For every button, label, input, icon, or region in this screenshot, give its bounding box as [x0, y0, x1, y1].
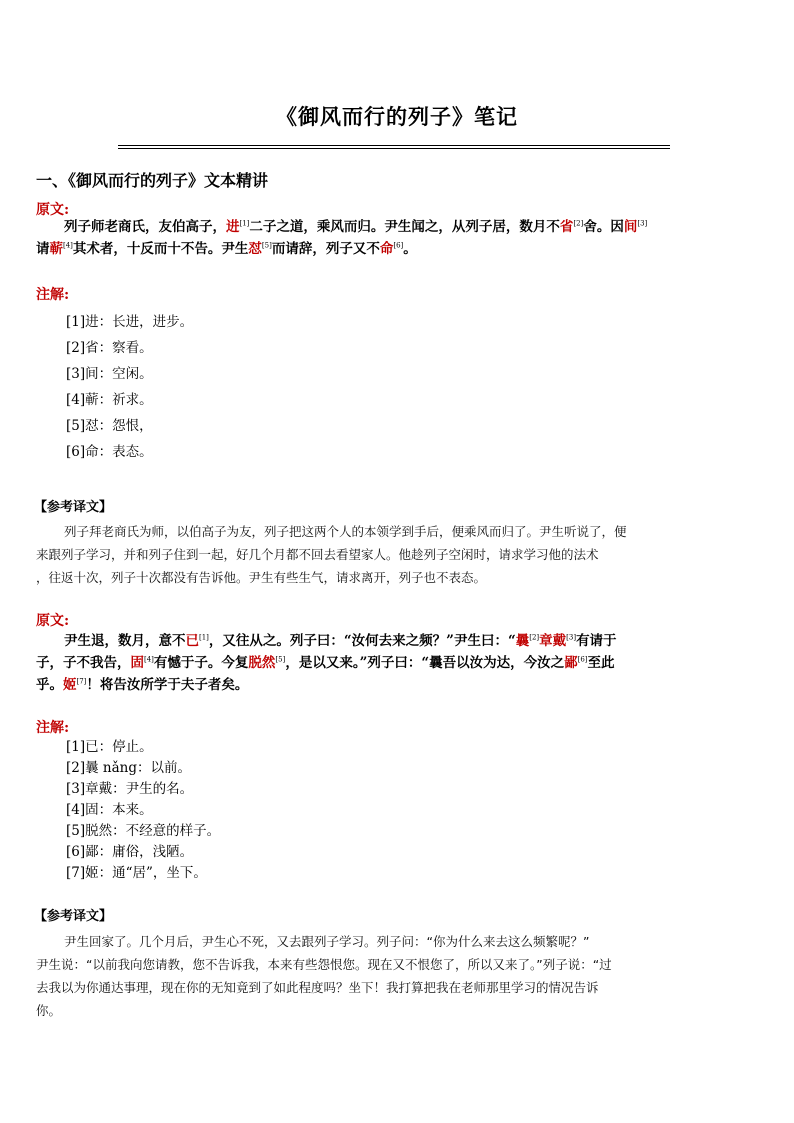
passage-line — [36, 674, 756, 696]
annotated-term: 章戴 — [539, 633, 567, 649]
passage-text: 请 — [36, 241, 50, 257]
translation-line: 来跟列子学习，并和列子住到一起，好几个月都不回去看望家人。他趁列子空闲时，请求学习他的法术 — [36, 547, 599, 562]
note-item: [6]鄙：庸俗，浅陋。 — [66, 844, 194, 860]
note-marker: [5] — [275, 655, 286, 664]
note-marker: [5] — [261, 241, 272, 250]
note-item: [4]固：本来。 — [66, 802, 153, 818]
note-item: [2]省：察看。 — [66, 340, 153, 356]
passage-text: ，又往从之。列子曰：“汝何去来之频？”尹生曰：“ — [208, 633, 516, 649]
annotated-term: 蕲 — [49, 241, 63, 257]
annotated-term: 曩 — [515, 633, 530, 649]
reference-label-2: 【参考译文】 — [34, 909, 113, 924]
notes-label-1: 注解: — [36, 287, 70, 303]
note-marker: [6] — [577, 655, 588, 664]
note-marker: [6] — [393, 241, 404, 250]
note-item: [1]进：长进，进步。 — [66, 314, 194, 330]
original-passage-1 — [36, 216, 756, 260]
note-item: [3]章戴：尹生的名。 — [66, 781, 194, 797]
passage-text: 有憾于子。今复 — [153, 655, 249, 671]
note-item: [1]已：停止。 — [66, 739, 153, 755]
note-marker: [3] — [566, 633, 577, 642]
annotated-term: 命 — [379, 241, 394, 257]
title-rule-bottom — [118, 148, 670, 149]
translation-line: 尹生说：“以前我向您请教，您不告诉我，本来有些怨恨您。现在又不恨您了，所以又来了。”列子说：“过 — [36, 957, 612, 972]
note-item: [3]间：空闲。 — [66, 366, 153, 382]
note-item: [2]曩 nǎng：以前。 — [66, 760, 191, 776]
annotated-term: 省 — [559, 219, 574, 235]
annotated-term: 脱然 — [248, 655, 276, 671]
title-rule-top — [118, 145, 670, 146]
passage-text: 子，子不我告， — [36, 655, 131, 671]
annotated-term: 姬 — [63, 677, 77, 693]
note-item: [4]蕲：祈求。 — [66, 392, 153, 408]
page-title: 《御风而行的列子》笔记 — [276, 104, 518, 129]
translation-line: 列子拜老商氏为师，以伯高子为友，列子把这两个人的本领学到手后，便乘风而归了。尹生听说了，便 — [64, 524, 627, 539]
annotated-term: 已 — [185, 633, 199, 649]
translation-1 — [36, 520, 758, 589]
note-marker: [2] — [529, 633, 540, 642]
note-marker: [4] — [144, 655, 154, 664]
passage-text: 至此 — [587, 655, 615, 671]
passage-text: ，是以又来。”列子曰：“曩吾以汝为达，今汝之 — [285, 655, 565, 671]
passage-text: 尹生退，数月，意不 — [64, 633, 186, 649]
passage-text: 舍。因 — [583, 219, 624, 235]
original-label-2: 原文: — [36, 613, 70, 629]
passage-text: 二子之道，乘风而归。尹生闻之，从列子居，数月不 — [249, 219, 560, 235]
passage-text: 有请于 — [576, 633, 617, 649]
notes-label-2: 注解: — [36, 720, 70, 736]
note-item: [5]脱然：不经意的样子。 — [66, 823, 221, 839]
passage-text: 其术者，十反而十不告。尹生 — [72, 241, 249, 257]
note-marker: [2] — [573, 219, 584, 228]
passage-text: 列子师老商氏，友伯高子， — [64, 219, 226, 235]
reference-label-1: 【参考译文】 — [34, 500, 113, 515]
passage-line — [36, 238, 756, 260]
section-heading: 一、《御风而行的列子》文本精讲 — [36, 171, 269, 190]
passage-text: 乎。 — [36, 677, 63, 693]
note-item: [7]姬：通“居”，坐下。 — [66, 865, 207, 881]
annotated-term: 间 — [623, 219, 638, 235]
passage-text: 而请辞，列子又不 — [271, 241, 380, 257]
translation-line: 尹生回家了。几个月后，尹生心不死，又去跟列子学习。列子问：“你为什么来去这么频繁呢？” — [64, 934, 590, 949]
translation-line: 你。 — [36, 1003, 62, 1018]
note-item: [5]怼：怨恨， — [66, 418, 153, 434]
note-marker: [1] — [239, 219, 250, 228]
annotated-term: 怼 — [248, 241, 262, 257]
original-passage-2 — [36, 630, 756, 696]
note-marker: [7] — [76, 677, 87, 686]
original-label-1: 原文: — [36, 202, 70, 218]
note-marker: [3] — [637, 219, 648, 228]
notes-list-1 — [66, 309, 193, 465]
annotated-term: 固 — [130, 655, 144, 671]
translation-line: 去我以为你通达事理，现在你的无知竟到了如此程度吗？坐下！我打算把我在老师那里学习的情况告诉 — [36, 980, 599, 995]
annotated-term: 鄙 — [564, 655, 578, 671]
passage-line — [36, 630, 756, 652]
passage-line — [36, 652, 756, 674]
note-marker: [1] — [199, 633, 209, 642]
note-marker: [4] — [63, 241, 73, 250]
passage-text: 。 — [403, 241, 417, 257]
notes-list-2 — [66, 737, 220, 884]
note-item: [6]命：表态。 — [66, 444, 153, 460]
passage-line — [36, 216, 756, 238]
translation-line: ，往返十次，列子十次都没有告诉他。尹生有些生气，请求离开，列子也不表态。 — [36, 570, 487, 585]
translation-2 — [36, 930, 758, 1022]
passage-text: ！将告汝所学于夫子者矣。 — [86, 677, 249, 693]
annotated-term: 进 — [226, 219, 240, 235]
